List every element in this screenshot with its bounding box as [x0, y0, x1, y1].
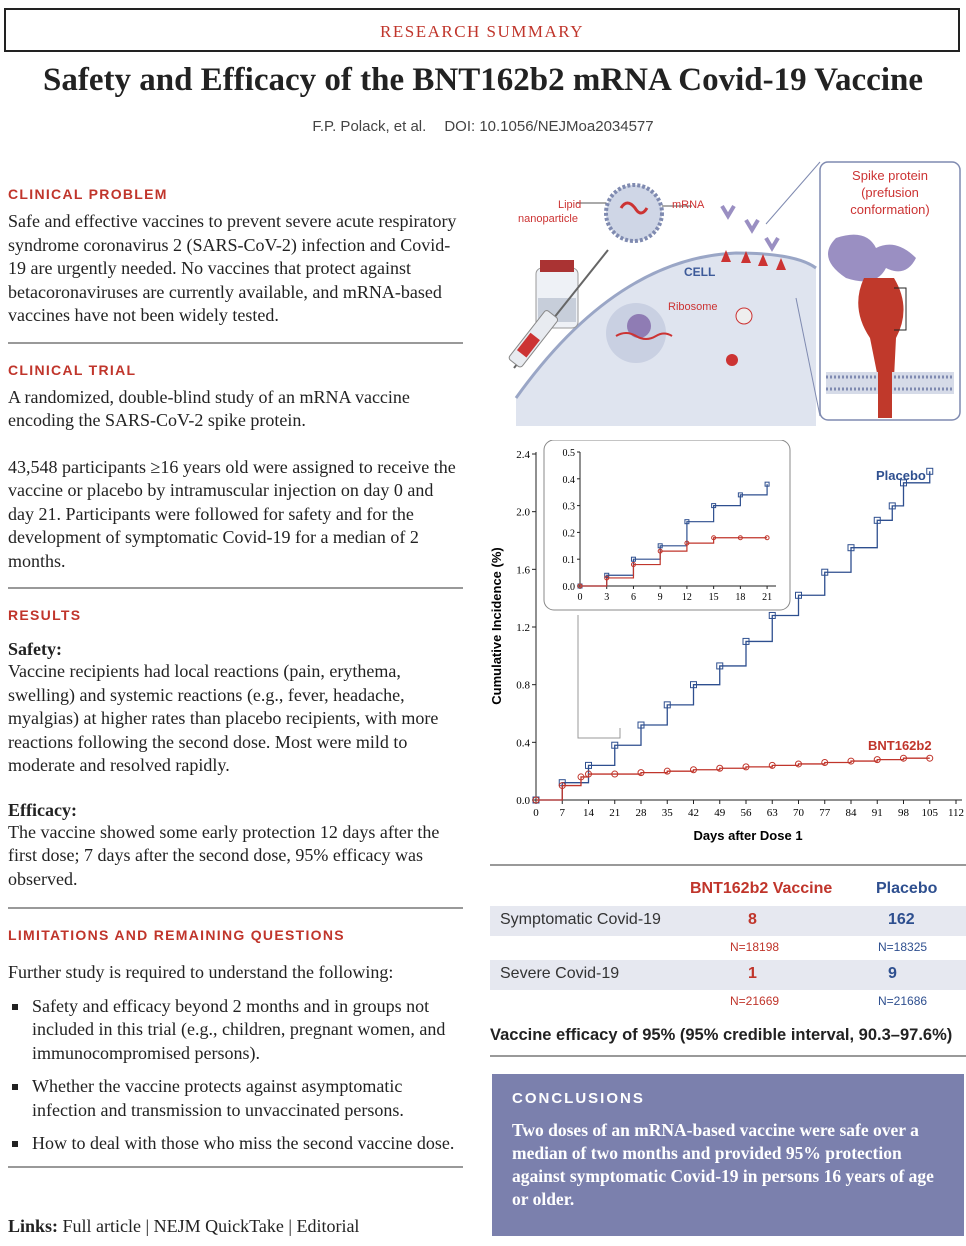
- inset-x-tick-label: 9: [657, 592, 663, 603]
- inset-x-tick-label: 0: [577, 592, 583, 603]
- inset-x-tick-label: 15: [708, 592, 719, 603]
- table-header: [490, 870, 966, 906]
- list-item: Safety and efficacy beyond 2 months and in groups not included in this trial (e.g., children, pregnant women, and immunocompromised persons).: [8, 995, 463, 1066]
- conclusions-box: [492, 1074, 964, 1236]
- clinical-trial-heading: CLINICAL TRIAL: [8, 361, 137, 378]
- conclusions-heading: CONCLUSIONS: [512, 1090, 645, 1107]
- inset-x-tick-label: 6: [630, 592, 636, 603]
- label-spike-3: conformation): [850, 202, 930, 217]
- label-spike-2: (prefusion: [861, 185, 919, 200]
- left-column: [8, 186, 463, 1168]
- vaccine-count: 1: [748, 965, 757, 982]
- links-bar: [8, 1216, 359, 1237]
- x-axis-label: Days after Dose 1: [693, 828, 803, 843]
- y-tick-label: 1.2: [516, 622, 530, 634]
- research-summary-banner: [4, 8, 960, 52]
- outcomes-table: [490, 870, 966, 1014]
- inset-y-tick-label: 0.5: [562, 448, 575, 459]
- link-full-article[interactable]: Full article: [62, 1216, 142, 1236]
- link-separator: |: [145, 1216, 150, 1236]
- legend-placebo: Placebo: [876, 468, 926, 483]
- table-row-n: [490, 990, 966, 1014]
- x-tick-label: 28: [635, 807, 647, 819]
- divider: [8, 907, 463, 909]
- inset-x-tick-label: 3: [604, 592, 610, 603]
- x-tick-label: 21: [609, 807, 621, 819]
- y-tick-label: 2.4: [516, 449, 530, 461]
- x-tick-label: 7: [559, 807, 565, 819]
- clinical-trial-text-1: A randomized, double-blind study of an mRNA vaccine encoding the SARS-CoV-2 spike protein.: [8, 386, 410, 430]
- safety-text: Vaccine recipients had local reactions (pain, erythema, swelling) and systemic reactions (e.g., fever, headache, myalgias) at higher rates than placebo recipients, with more reactions following the second dose. Most were mild to moderate and resolved rapidly.: [8, 661, 439, 775]
- limitations-intro: Further study is required to understand the following:: [8, 962, 394, 982]
- divider: [8, 587, 463, 589]
- clinical-problem-section: [8, 186, 463, 328]
- label-mrna: mRNA: [672, 199, 705, 211]
- safety-label: Safety:: [8, 639, 62, 659]
- clinical-problem-heading: CLINICAL PROBLEM: [8, 186, 168, 202]
- y-tick-label: 1.6: [516, 564, 530, 577]
- column-header-vaccine: BNT162b2 Vaccine: [690, 880, 833, 897]
- placebo-n: N=18325: [878, 940, 928, 954]
- divider: [490, 1055, 966, 1057]
- y-axis-label: Cumulative Incidence (%): [489, 547, 504, 705]
- x-tick-label: 35: [661, 807, 673, 819]
- list-item: How to deal with those who miss the second vaccine dose.: [8, 1132, 463, 1156]
- limitations-heading: LIMITATIONS AND REMAINING QUESTIONS: [8, 927, 345, 943]
- authors: F.P. Polack, et al.: [312, 118, 427, 135]
- row-label: Severe Covid-19: [500, 965, 620, 982]
- vaccine-count: 8: [748, 911, 757, 928]
- byline: [0, 118, 966, 135]
- label-ribosome: Ribosome: [668, 301, 718, 313]
- results-section: [8, 607, 463, 891]
- y-tick-label: 0.4: [516, 737, 530, 750]
- efficacy-text: The vaccine showed some early protection 12 days after the first dose; 7 days after the second dose, 95% efficacy was observed.: [8, 821, 440, 889]
- label-spike-1: Spike protein: [852, 168, 928, 183]
- divider: [490, 864, 966, 866]
- inset-y-tick-label: 0.2: [562, 528, 575, 540]
- clinical-trial-text-2: 43,548 participants ≥16 years old were assigned to receive the vaccine or placebo by intramuscular injection on day 0 and day 21. Participants were followed for safety and for the development of symptomatic Covid-19 for a median of 2 months.: [8, 456, 456, 571]
- inset-x-tick-label: 12: [681, 592, 692, 603]
- table-row: [490, 906, 966, 936]
- label-lipid: Lipid: [558, 199, 582, 211]
- divider: [8, 342, 463, 344]
- column-header-placebo: Placebo: [876, 880, 938, 897]
- inset-x-tick-label: 21: [762, 592, 773, 603]
- x-tick-label: 56: [740, 807, 752, 819]
- inset-y-tick-label: 0.3: [562, 501, 575, 513]
- page-title: Safety and Efficacy of the BNT162b2 mRNA Covid-19 Vaccine: [43, 62, 923, 98]
- limitations-list: [8, 995, 463, 1156]
- table-row-n: [490, 936, 966, 960]
- doi[interactable]: DOI: 10.1056/NEJMoa2034577: [444, 118, 654, 135]
- clinical-problem-text: Safe and effective vaccines to prevent severe acute respiratory syndrome coronavirus 2 (SARS-CoV-2) infection and Covid-19 are urgently needed. No vaccines that protect against betacoronaviruses are currently available, and mRNA-based vaccines have not been widely tested.: [8, 211, 457, 325]
- y-tick-label: 0.0: [516, 795, 530, 807]
- x-tick-label: 42: [688, 807, 699, 819]
- x-tick-label: 70: [793, 807, 804, 819]
- results-heading: RESULTS: [8, 607, 82, 623]
- cumulative-incidence-chart: [480, 440, 966, 860]
- x-tick-label: 77: [819, 807, 831, 819]
- link-separator: |: [288, 1216, 292, 1236]
- label-nanoparticle: nanoparticle: [518, 213, 578, 225]
- x-tick-label: 0: [533, 807, 539, 819]
- placebo-n: N=21686: [878, 994, 928, 1008]
- inset-callout: [578, 728, 620, 738]
- clinical-trial-section: [8, 362, 463, 574]
- x-tick-label: 112: [947, 807, 965, 819]
- vaccine-series-line: [536, 758, 930, 800]
- lipid-nanoparticle-icon: [576, 185, 692, 241]
- vaccine-n: N=18198: [730, 940, 780, 954]
- placebo-count: 9: [888, 965, 897, 982]
- link-editorial[interactable]: Editorial: [296, 1216, 360, 1236]
- inset-y-tick-label: 0.0: [562, 582, 575, 593]
- y-tick-label: 0.8: [516, 679, 530, 692]
- list-item: Whether the vaccine protects against asymptomatic infection and transmission to unvaccinated persons.: [8, 1075, 463, 1122]
- legend-bnt162b2: BNT162b2: [868, 738, 932, 753]
- inset-y-tick-label: 0.4: [562, 474, 575, 486]
- placebo-count: 162: [888, 911, 915, 928]
- link-quicktake[interactable]: NEJM QuickTake: [153, 1216, 284, 1236]
- y-tick-label: 2.0: [516, 506, 530, 519]
- x-tick-label: 14: [583, 807, 594, 819]
- vaccine-n: N=21669: [730, 994, 780, 1008]
- table-row: [490, 960, 966, 990]
- x-tick-label: 105: [921, 807, 938, 819]
- efficacy-statement: Vaccine efficacy of 95% (95% credible interval, 90.3–97.6%): [490, 1026, 953, 1044]
- conclusions-text: Two doses of an mRNA-based vaccine were safe over a median of two months and provided 95% protection against symptomatic Covid-19 in persons 16 years of age or older.: [512, 1120, 934, 1209]
- x-tick-label: 63: [766, 807, 778, 819]
- links-label: Links:: [8, 1216, 59, 1236]
- inset-y-tick-label: 0.1: [562, 555, 575, 567]
- efficacy-label: Efficacy:: [8, 799, 77, 820]
- x-tick-label: 98: [898, 807, 909, 819]
- label-cell: CELL: [684, 265, 716, 279]
- x-tick-label: 84: [845, 807, 857, 819]
- row-label: Symptomatic Covid-19: [500, 911, 661, 928]
- inset-x-tick-label: 18: [735, 592, 746, 603]
- vaccine-mechanism-illustration: [496, 158, 962, 426]
- limitations-section: [8, 927, 463, 1156]
- x-tick-label: 91: [871, 807, 883, 819]
- divider: [8, 1166, 463, 1168]
- banner-label: RESEARCH SUMMARY: [380, 22, 584, 41]
- x-tick-label: 49: [714, 807, 726, 819]
